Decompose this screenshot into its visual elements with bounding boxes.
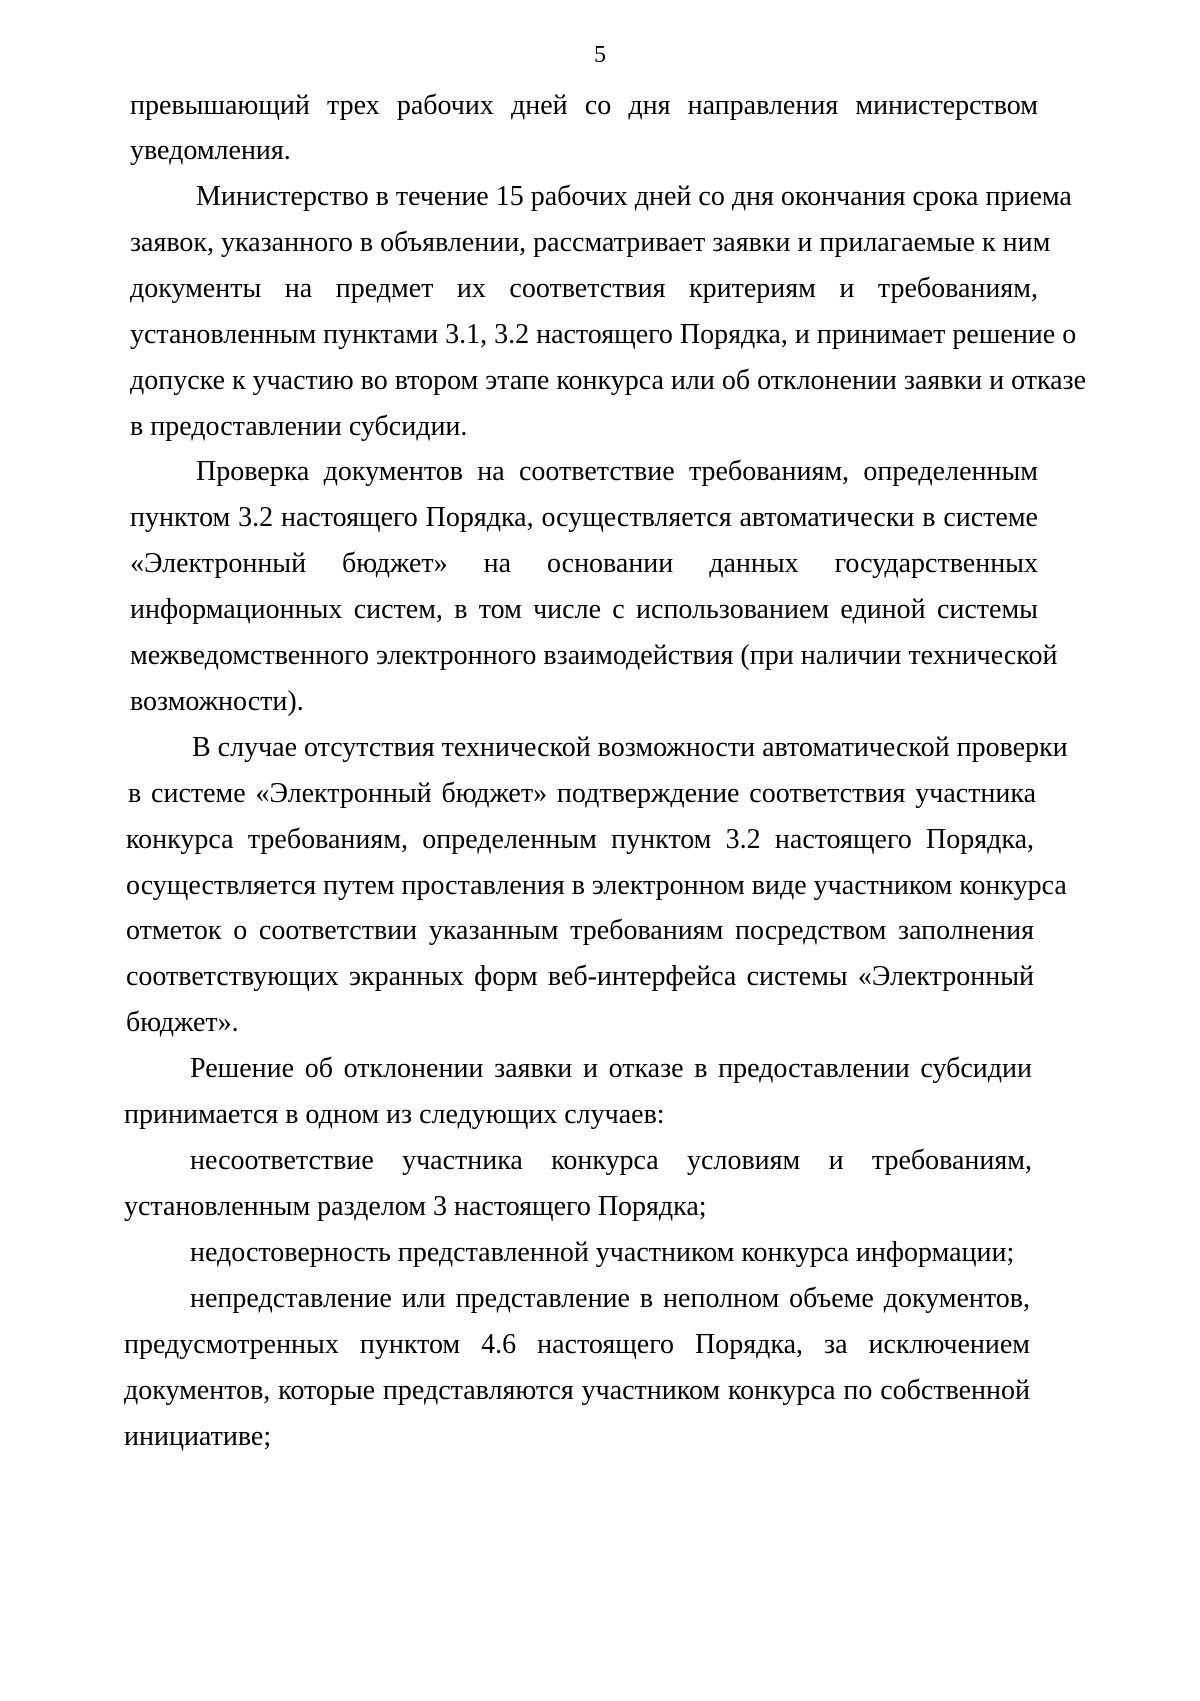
- text-line: недостоверность представленной участником конкурса информации;: [190, 1237, 1015, 1268]
- text-line: документы на предмет их соответствия критериям и требованиям,: [130, 273, 1038, 304]
- text-line: в системе «Электронный бюджет» подтверждение соответствия участника: [128, 778, 1036, 809]
- text-line: соответствующих экранных форм веб-интерфейса системы «Электронный: [126, 961, 1034, 992]
- text-line: осуществляется путем проставления в электронном виде участником конкурса: [126, 870, 1067, 901]
- text-line: предусмотренных пунктом 4.6 настоящего Порядка, за исключением: [124, 1329, 1030, 1360]
- text-line: инициативе;: [124, 1421, 272, 1452]
- text-line: отметок о соответствии указанным требованиям посредством заполнения: [126, 915, 1034, 946]
- text-line: в предоставлении субсидии.: [130, 411, 468, 442]
- text-line: межведомственного электронного взаимодействия (при наличии технической: [130, 640, 1058, 671]
- text-line: конкурса требованиям, определенным пунктом 3.2 настоящего Порядка,: [126, 824, 1034, 855]
- text-line: уведомления.: [130, 135, 291, 166]
- text-line: пунктом 3.2 настоящего Порядка, осуществляется автоматически в системе: [130, 502, 1038, 533]
- text-line: возможности).: [130, 686, 304, 717]
- text-line: установленным разделом 3 настоящего Порядка;: [124, 1191, 707, 1222]
- text-line: заявок, указанного в объявлении, рассматривает заявки и прилагаемые к ним: [130, 227, 1051, 258]
- text-line: информационных систем, в том числе с использованием единой системы: [130, 594, 1038, 625]
- text-line: Решение об отклонении заявки и отказе в предоставлении субсидии: [190, 1053, 1032, 1084]
- text-line: несоответствие участника конкурса условиям и требованиям,: [190, 1145, 1032, 1176]
- text-line: В случае отсутствия технической возможности автоматической проверки: [192, 732, 1068, 763]
- text-line: «Электронный бюджет» на основании данных государственных: [130, 548, 1038, 579]
- text-line: Проверка документов на соответствие требованиям, определенным: [196, 456, 1038, 487]
- text-line: документов, которые представляются участником конкурса по собственной: [124, 1375, 1030, 1406]
- text-line: установленным пунктами 3.1, 3.2 настоящего Порядка, и принимает решение о: [130, 319, 1077, 350]
- text-line: принимается в одном из следующих случаев:: [124, 1099, 665, 1130]
- text-line: бюджет».: [126, 1007, 239, 1038]
- text-line: непредставление или представление в неполном объеме документов,: [190, 1283, 1030, 1314]
- page-number: 5: [594, 42, 606, 68]
- text-line: превышающий трех рабочих дней со дня направления министерством: [130, 90, 1038, 121]
- text-line: допуске к участию во втором этапе конкурса или об отклонении заявки и отказе: [130, 365, 1087, 396]
- text-line: Министерство в течение 15 рабочих дней со дня окончания срока приема: [196, 181, 1072, 212]
